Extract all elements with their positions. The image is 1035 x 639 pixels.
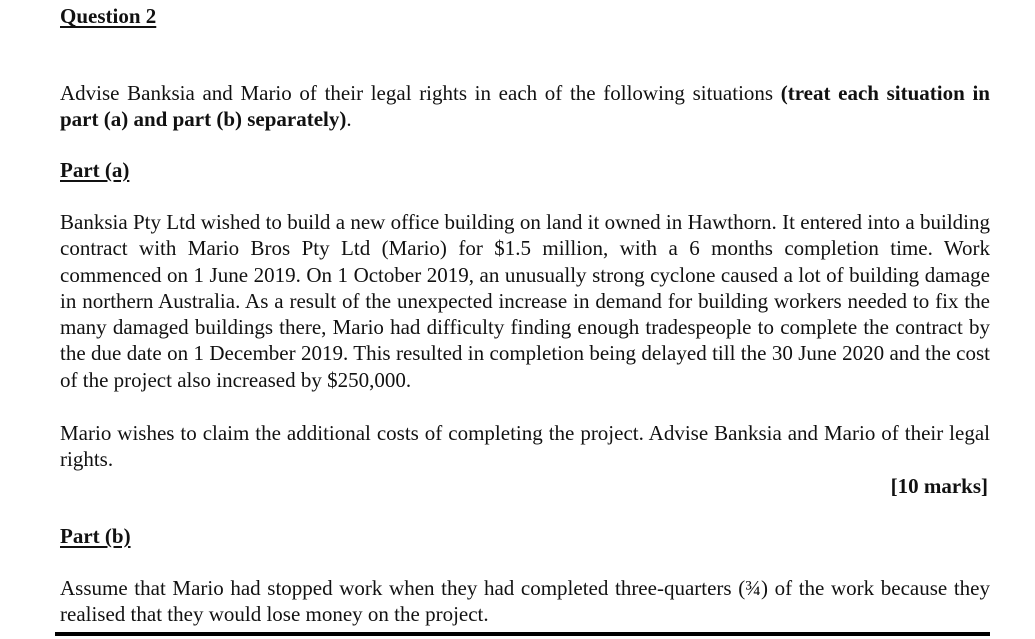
instructions-text: Advise Banksia and Mario of their legal rights in each of the following situations bbox=[60, 81, 781, 105]
part-a-marks: [10 marks] bbox=[890, 474, 988, 498]
part-a-heading: Part (a) bbox=[60, 158, 130, 182]
instructions-emphasis: (treat each situation in part (a) and part (b) separately) bbox=[60, 81, 990, 132]
part-b-heading: Part (b) bbox=[60, 524, 131, 548]
question-instructions bbox=[60, 80, 990, 133]
part-a-question-paragraph: Mario wishes to claim the additional costs of completing the project. Advise Banksia and Mario of their legal rights. bbox=[60, 421, 990, 472]
question-title: Question 2 bbox=[60, 4, 157, 28]
bottom-divider bbox=[55, 632, 990, 636]
part-a-facts-paragraph: Banksia Pty Ltd wished to build a new office building on land it owned in Hawthorn. It entered into a building contract with Mario Bros Pty Ltd (Mario) for $1.5 million, with a 6 months completion time. Work commenced on 1 June 2019. On 1 October 2019, an unusually strong cyclone caused a lot of building damage in northern Australia. As a result of the unexpected increase in demand for building workers needed to fix the many damaged buildings there, Mario had difficulty finding enough tradespeople to complete the contract by the due date on 1 December 2019. This resulted in completion being delayed till the 30 June 2020 and the cost of the project also increased by $250,000. bbox=[60, 210, 990, 392]
part-b-facts-paragraph: Assume that Mario had stopped work when they had completed three-quarters (¾) of the work because they realised that they would lose money on the project. bbox=[60, 576, 990, 627]
instructions-end: . bbox=[346, 107, 352, 132]
